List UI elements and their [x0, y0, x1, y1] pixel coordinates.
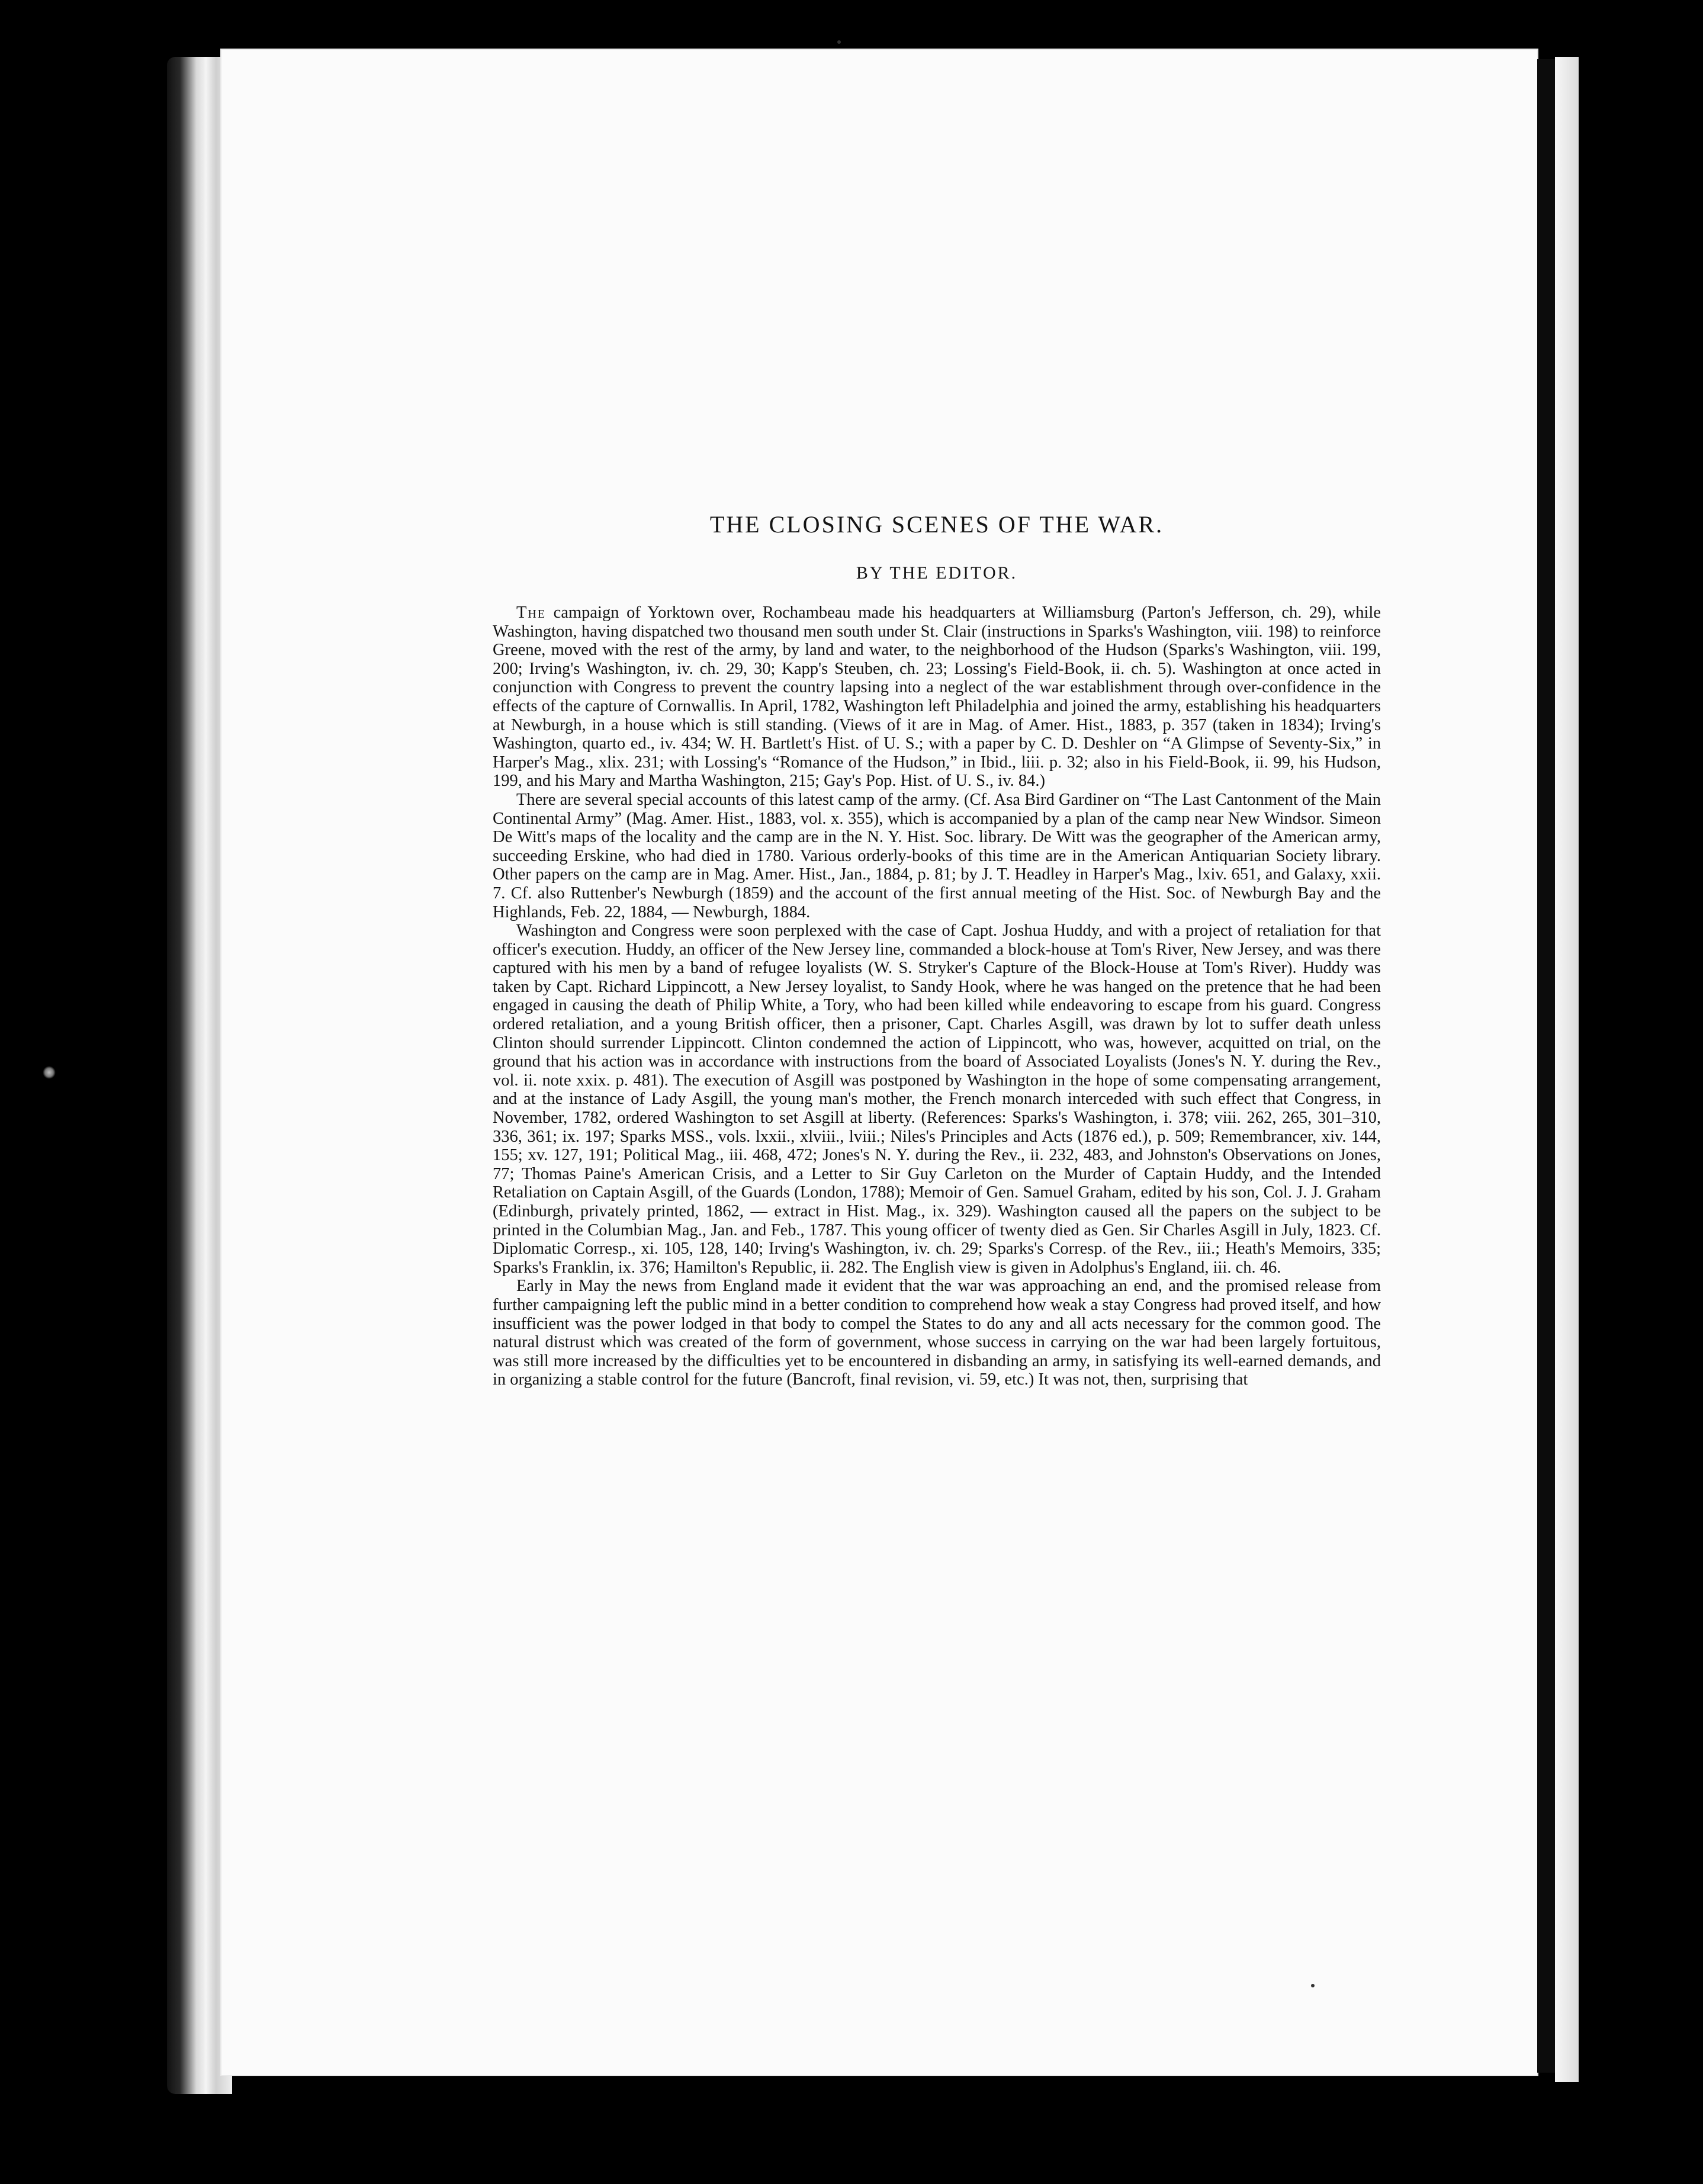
- article-title: THE CLOSING SCENES OF THE WAR.: [709, 511, 1164, 538]
- scan-speck: [43, 1066, 56, 1079]
- paragraph-3: [493, 921, 1381, 1277]
- paragraph-2: [493, 791, 1381, 921]
- paragraph-text: Washington and Congress were soon perplexed with the case of Capt. Joshua Huddy, and with a project of retaliation for that officer's execution. Huddy, an officer of the New Jersey line, commanded a block-house at Tom's River, New Jersey, and was there captured with his men by a band of refugee loyalists (W. S. Stryker's Capture of the Block-House at Tom's River). Huddy was taken by Capt. Richard Lippincott, a New Jersey loyalist, to Sandy Hook, where he was hanged on the pretence that he had been engaged in causing the death of Philip White, a Tory, who had been killed while endeavoring to escape from his guard. Congress ordered retaliation, and a young British officer, then a prisoner, Capt. Charles Asgill, was drawn by lot to suffer death unless Clinton should surrender Lippincott. Clinton condemned the action of Lippincott, who was, however, acquitted on trial, on the ground that his action was in accordance with instructions from the board of Associated Loyalists (Jones's N. Y. during the Rev., vol. ii. note xxix. p. 481). The execution of Asgill was postponed by Washington in the hope of some compensating arrangement, and at the instance of Lady Asgill, the young man's mother, the French monarch interceded with such effect that Congress, in November, 1782, ordered Washington to set Asgill at liberty. (References: Sparks's Washington, i. 378; viii. 262, 265, 301–310, 336, 361; ix. 197; Sparks MSS., vols. lxxii., xlviii., lviii.; Niles's Principles and Acts (1876 ed.), p. 509; Remembrancer, xiv. 144, 155; xv. 127, 191; Political Mag., iii. 468, 472; Jones's N. Y. during the Rev., ii. 232, 483, and Johnston's Observations on Jones, 77; Thomas Paine's American Crisis, and a Letter to Sir Guy Carleton on the Murder of Captain Huddy, and the Intended Retaliation on Captain Asgill, of the Guards (London, 1788); Memoir of Gen. Samuel Graham, edited by his son, Col. J. J. Graham (Edinburgh, privately printed, 1862, — extract in Hist. Mag., ix. 329). Washington caused all the papers on the subject to be printed in the Columbian Mag., Jan. and Feb., 1787. This young officer of twenty died as Gen. Sir Charles Asgill in July, 1823. Cf. Diplomatic Corresp., xi. 105, 128, 140; Irving's Washington, iv. ch. 29; Sparks's Corresp. of the Rev., iii.; Heath's Memoirs, 335; Sparks's Franklin, ix. 376; Hamilton's Republic, ii. 282. The English view is given in Adolphus's England, iii. ch. 46.: [493, 921, 1381, 1277]
- gutter-shadow: [1537, 59, 1555, 2073]
- article-byline: BY THE EDITOR.: [856, 563, 1018, 583]
- paragraph-4: [493, 1277, 1381, 1389]
- scan-dot: [837, 40, 841, 44]
- paragraph-1: [493, 603, 1381, 791]
- page-content: [493, 510, 1381, 1389]
- scan-dot: [1311, 1984, 1315, 1987]
- facing-page-edge: [1555, 57, 1579, 2082]
- paragraph-text: campaign of Yorktown over, Rochambeau made his headquarters at Williamsburg (Parton's Jefferson, ch. 29), while Washington, having dispatched two thousand men south under St. Clair (instructions in Sparks's Washington, viii. 198) to reinforce Greene, moved with the rest of the army, by land and water, to the neighborhood of the Hudson (Sparks's Washington, viii. 199, 200; Irving's Washington, iv. ch. 29, 30; Kapp's Steuben, ch. 23; Lossing's Field-Book, ii. ch. 5). Washington at once acted in conjunction with Congress to prevent the country lapsing into a neglect of the war establishment through over-confidence in the effects of the capture of Cornwallis. In April, 1782, Washington left Philadelphia and joined the army, establishing his headquarters at Newburgh, in a house which is still standing. (Views of it are in Mag. of Amer. Hist., 1883, p. 357 (taken in 1834); Irving's Washington, quarto ed., iv. 434; W. H. Bartlett's Hist. of U. S.; with a paper by C. D. Deshler on “A Glimpse of Seventy-Six,” in Harper's Mag., xlix. 231; with Lossing's “Romance of the Hudson,” in Ibid., liii. p. 32; also in his Field-Book, ii. 99, his Hudson, 199, and his Mary and Martha Washington, 215; Gay's Pop. Hist. of U. S., iv. 84.): [493, 603, 1381, 791]
- paragraph-lead-word: The: [516, 603, 547, 622]
- paragraph-text: Early in May the news from England made it evident that the war was approaching an end, and the promised release from further campaigning left the public mind in a better condition to comprehend how weak a stay Congress had proved itself, and how insufficient was the power lodged in that body to compel the States to do any and all acts necessary for the common good. The natural distrust which was created of the form of government, whose success in carrying on the war had been largely fortuitous, was still more increased by the difficulties yet to be encountered in disbanding an army, in satisfying its well-earned demands, and in organizing a stable control for the future (Bancroft, final revision, vi. 59, etc.) It was not, then, surprising that: [493, 1277, 1381, 1389]
- paragraph-text: There are several special accounts of this latest camp of the army. (Cf. Asa Bird Gardiner on “The Last Cantonment of the Main Continental Army” (Mag. Amer. Hist., 1883, vol. x. 355), which is accompanied by a plan of the camp near New Windsor. Simeon De Witt's maps of the locality and the camp are in the N. Y. Hist. Soc. library. De Witt was the geographer of the American army, succeeding Erskine, who had died in 1780. Various orderly-books of this time are in the American Antiquarian Society library. Other papers on the camp are in Mag. Amer. Hist., Jan., 1884, p. 81; by J. T. Headley in Harper's Mag., lxiv. 651, and Galaxy, xxii. 7. Cf. also Ruttenber's Newburgh (1859) and the account of the first annual meeting of the Hist. Soc. of Newburgh Bay and the Highlands, Feb. 22, 1884, — Newburgh, 1884.: [493, 790, 1381, 921]
